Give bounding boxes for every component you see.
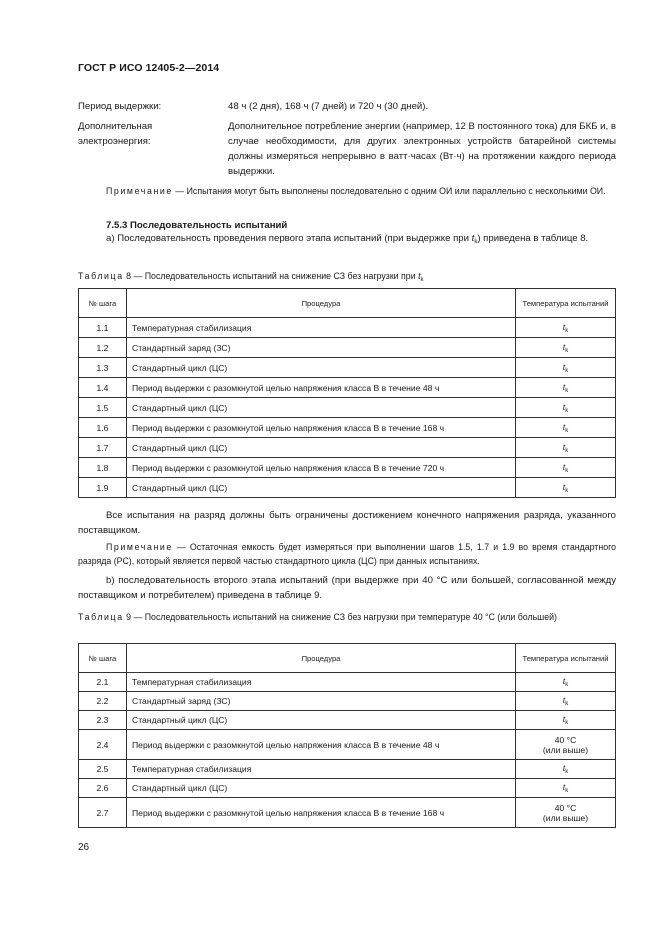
temperature-value: t xyxy=(562,361,566,372)
test-temperature xyxy=(516,760,616,779)
temperature-subscript: k xyxy=(565,487,569,494)
test-temperature xyxy=(516,798,616,828)
step-number: 1.1 xyxy=(79,318,127,338)
note-label: Примечание xyxy=(106,186,173,196)
step-number: 1.5 xyxy=(79,398,127,418)
temperature-value: t xyxy=(562,381,566,392)
paragraph-b: b) последовательность второго этапа испытаний (при выдержке при 40 °С или большей, согласованной между поставщиком и потребителем) приведена в таблице 9. xyxy=(78,575,616,601)
definition-desc: 48 ч (2 дня), 168 ч (7 дней) и 720 ч (30 дней). xyxy=(228,101,429,112)
temperature-value: t xyxy=(562,401,566,412)
procedure: Температурная стабилизация xyxy=(127,318,516,338)
temperature-subscript: k xyxy=(565,788,569,794)
procedure: Температурная стабилизация xyxy=(127,760,516,779)
temperature-value: t xyxy=(562,763,566,773)
temperature-subscript: k xyxy=(565,720,569,726)
temperature-subscript: k xyxy=(565,387,569,394)
step-number: 1.7 xyxy=(79,438,127,458)
temperature-subscript: k xyxy=(565,447,569,454)
test-temperature xyxy=(516,692,616,711)
procedure: Стандартный заряд (ЗС) xyxy=(127,338,516,358)
table-row xyxy=(79,798,616,828)
procedure: Стандартный цикл (ЦС) xyxy=(127,711,516,730)
test-temperature xyxy=(516,358,616,378)
procedure: Стандартный цикл (ЦС) xyxy=(127,478,516,498)
table-row xyxy=(79,398,616,418)
col-header-temperature: Температура испытаний xyxy=(516,644,616,673)
table-row xyxy=(79,458,616,478)
note-text: — Испытания могут быть выполнены последовательно с одним ОИ или параллельно с несколькими ОИ. xyxy=(172,186,606,196)
test-temperature xyxy=(516,779,616,798)
table-row xyxy=(79,692,616,711)
temperature-qualifier: (или выше) xyxy=(542,812,589,823)
test-temperature xyxy=(516,418,616,438)
procedure: Период выдержки с разомкнутой целью напряжения класса В в течение 168 ч xyxy=(127,418,516,438)
test-temperature xyxy=(516,438,616,458)
step-number: 2.4 xyxy=(79,730,127,760)
test-temperature xyxy=(516,730,616,760)
test-temperature xyxy=(516,458,616,478)
section-heading: 7.5.3 Последовательность испытаний xyxy=(106,220,288,231)
table-row xyxy=(79,673,616,692)
temperature-subscript: k xyxy=(565,427,569,434)
table9-caption: Таблица 9 — Последовательность испытаний на снижение СЗ без нагрузки при температуре 40 °С (или большей) xyxy=(78,612,557,622)
table8-caption: Таблица 8 — Последовательность испытаний на снижение СЗ без нагрузки при $t_k$ xyxy=(78,271,424,283)
note-label: Примечание xyxy=(106,542,173,552)
step-number: 2.1 xyxy=(79,673,127,692)
procedure: Стандартный цикл (ЦС) xyxy=(127,438,516,458)
step-number: 1.3 xyxy=(79,358,127,378)
temperature-value: t xyxy=(562,461,566,472)
paragraph-discharge: Все испытания на разряд должны быть ограничены достижением конечного напряжения разряда, указанного поставщиком. xyxy=(78,510,616,536)
temperature-subscript: k xyxy=(565,367,569,374)
paragraph-a: a) Последовательность проведения первого этапа испытаний (при выдержке при $t_k$) приведена в таблице 8. xyxy=(106,233,589,245)
table-row xyxy=(79,779,616,798)
temperature-subscript: k xyxy=(565,467,569,474)
test-temperature xyxy=(516,398,616,418)
temperature-qualifier: (или выше) xyxy=(542,744,589,755)
step-number: 1.8 xyxy=(79,458,127,478)
table-8 xyxy=(78,288,616,498)
temperature-subscript: k xyxy=(565,347,569,354)
table-row xyxy=(79,478,616,498)
document-header: ГОСТ Р ИСО 12405-2—2014 xyxy=(78,62,220,74)
note-2 xyxy=(78,540,616,568)
test-temperature xyxy=(516,378,616,398)
table-row xyxy=(79,711,616,730)
note-text: — Остаточная емкость будет измеряться при выполнении шагов 1.5, 1.7 и 1.9 во время стандартного разряда (РС), который является первой частью стандартного цикла (ЦС) при данных испытаниях. xyxy=(78,542,616,566)
procedure: Период выдержки с разомкнутой целью напряжения класса В в течение 168 ч xyxy=(127,798,516,828)
step-number: 2.2 xyxy=(79,692,127,711)
table-header-row xyxy=(79,644,616,673)
table-row xyxy=(79,358,616,378)
table-9 xyxy=(78,643,616,828)
col-header-temperature: Температура испытаний xyxy=(516,289,616,318)
step-number: 1.2 xyxy=(79,338,127,358)
test-temperature xyxy=(516,318,616,338)
step-number: 2.3 xyxy=(79,711,127,730)
test-temperature xyxy=(516,338,616,358)
procedure: Стандартный цикл (ЦС) xyxy=(127,398,516,418)
table-row xyxy=(79,378,616,398)
note-1 xyxy=(78,184,616,198)
temperature-subscript: k xyxy=(565,701,569,707)
temperature-value: t xyxy=(562,321,566,332)
temperature-subscript: k xyxy=(565,327,569,334)
step-number: 2.5 xyxy=(79,760,127,779)
procedure: Стандартный заряд (ЗС) xyxy=(127,692,516,711)
table-row xyxy=(79,318,616,338)
col-header-procedure: Процедура xyxy=(127,289,516,318)
table-header-row xyxy=(79,289,616,318)
temperature-value: t xyxy=(562,421,566,432)
step-number: 2.6 xyxy=(79,779,127,798)
temperature-subscript: k xyxy=(565,682,569,688)
procedure: Период выдержки с разомкнутой целью напряжения класса В в течение 48 ч xyxy=(127,730,516,760)
col-header-step: № шага xyxy=(79,289,127,318)
table-row xyxy=(79,418,616,438)
table-row xyxy=(79,760,616,779)
step-number: 1.9 xyxy=(79,478,127,498)
page-number: 26 xyxy=(78,842,90,853)
step-number: 1.6 xyxy=(79,418,127,438)
temperature-value: t xyxy=(562,782,566,792)
definition-term: Дополнительная электроэнергия: xyxy=(78,121,153,147)
test-temperature xyxy=(516,711,616,730)
temperature-subscript: k xyxy=(565,769,569,775)
procedure: Стандартный цикл (ЦС) xyxy=(127,779,516,798)
definition-term: Период выдержки: xyxy=(78,101,162,112)
temperature-subscript: k xyxy=(565,407,569,414)
procedure: Период выдержки с разомкнутой целью напряжения класса В в течение 48 ч xyxy=(127,378,516,398)
temperature-value: t xyxy=(562,676,566,686)
temperature-value: t xyxy=(562,695,566,705)
table-row xyxy=(79,730,616,760)
step-number: 2.7 xyxy=(79,798,127,828)
definition-desc: Дополнительное потребление энергии (например, 12 В постоянного тока) для БКБ и, в случае необходимости, для других электронных устройств батарейной системы должны измеряться непрерывно в ватт·часах (Вт·ч) на протяжении каждого периода выдержки. xyxy=(228,121,616,177)
test-temperature xyxy=(516,478,616,498)
temperature-value: t xyxy=(562,341,566,352)
temperature-value: t xyxy=(562,714,566,724)
temperature-value: 40 °С xyxy=(554,734,577,745)
procedure: Стандартный цикл (ЦС) xyxy=(127,358,516,378)
step-number: 1.4 xyxy=(79,378,127,398)
test-temperature xyxy=(516,673,616,692)
temperature-value: 40 °С xyxy=(554,802,577,813)
table-row xyxy=(79,338,616,358)
col-header-step: № шага xyxy=(79,644,127,673)
col-header-procedure: Процедура xyxy=(127,644,516,673)
temperature-value: t xyxy=(562,441,566,452)
temperature-value: t xyxy=(562,481,566,492)
procedure: Период выдержки с разомкнутой целью напряжения класса В в течение 720 ч xyxy=(127,458,516,478)
table-row xyxy=(79,438,616,458)
procedure: Температурная стабилизация xyxy=(127,673,516,692)
